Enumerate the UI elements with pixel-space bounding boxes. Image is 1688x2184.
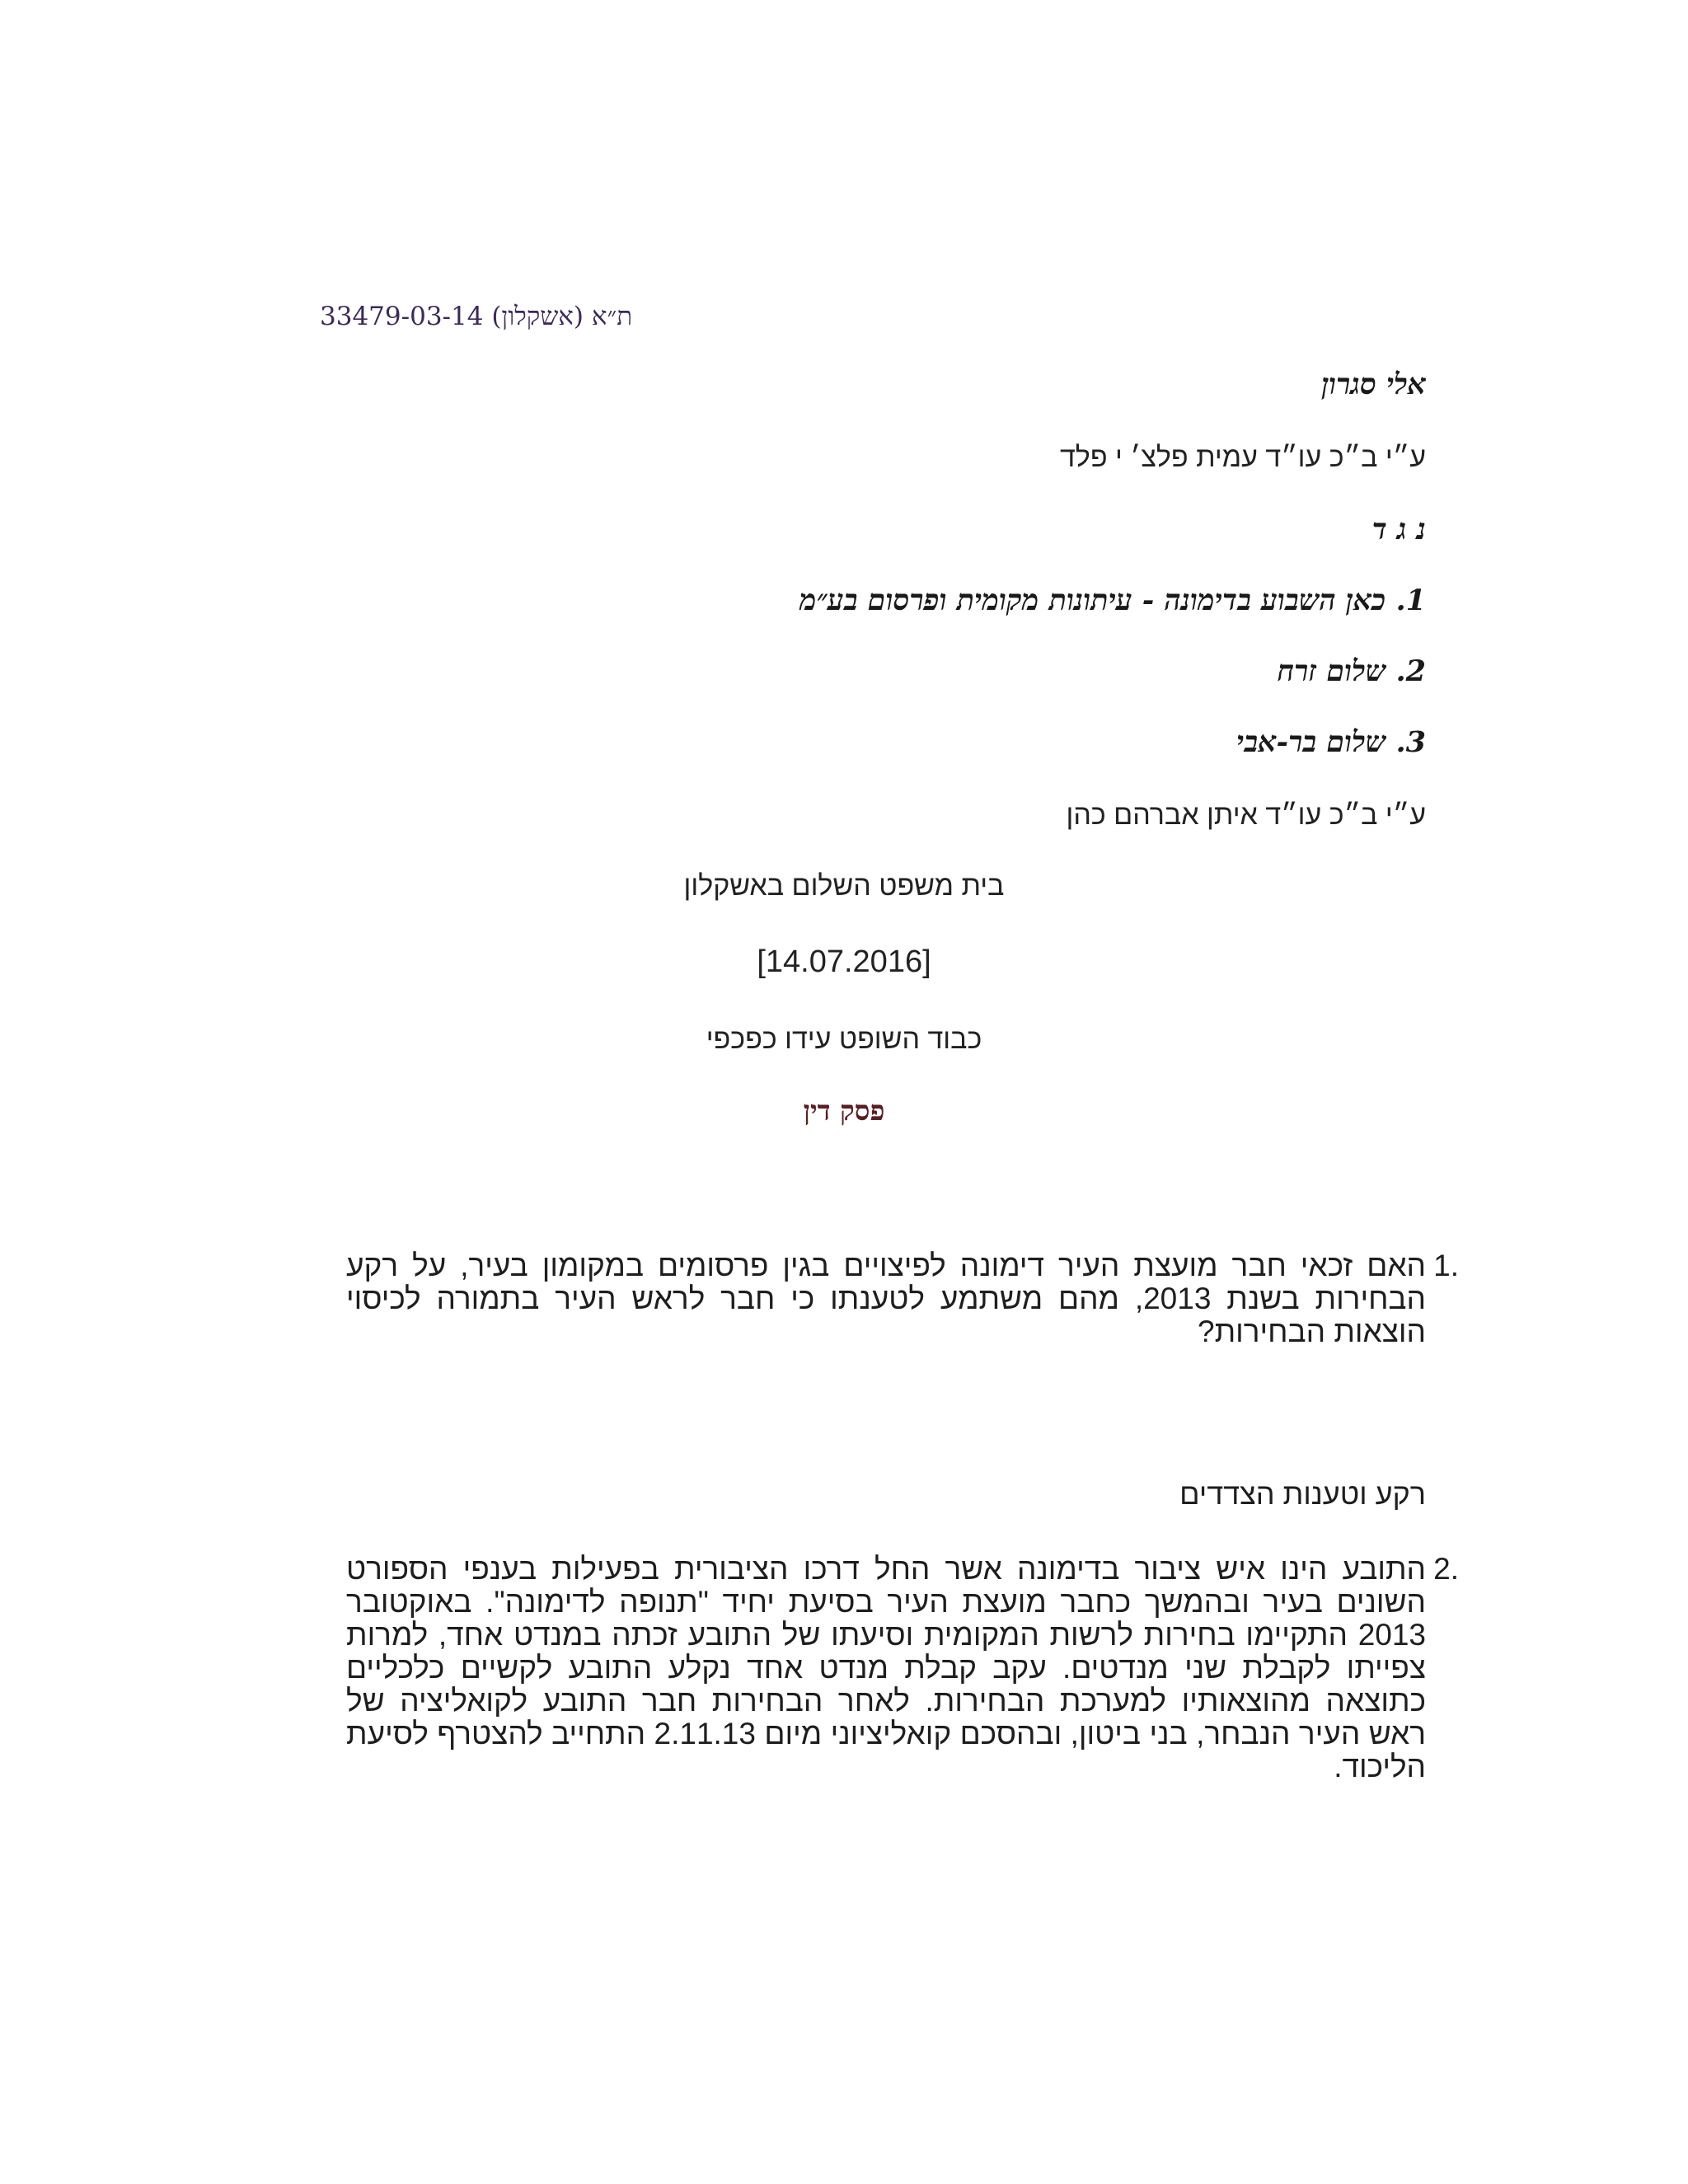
plaintiff-counsel: ע״י ב״כ עו״ד עמית פלצ׳ י פלד [1059, 442, 1426, 473]
paragraph-1 [346, 1249, 1459, 1348]
court-name: בית משפט השלום באשקלון [683, 870, 1005, 902]
versus-label: נ ג ד [1372, 513, 1426, 546]
defendant-1: 1. כאן השבוע בדימונה - עיתונות מקומית ופרסום בע״מ [799, 583, 1426, 617]
section-heading: רקע וטענות הצדדים [1179, 1477, 1426, 1511]
plaintiff-name: אלי סגרון [1321, 368, 1426, 401]
paragraph-1-text: האם זכאי חבר מועצת העיר דימונה לפיצויים בגין פרסומים במקומון בעיר, על רקע הבחירות בשנת 2013, מהם משתמע לטענתו כי חבר לראש העיר בתמורה לכיסוי הוצאות הבחירות? [346, 1249, 1426, 1348]
paragraph-2 [346, 1552, 1459, 1783]
case-number: ת״א (אשקלון) 33479-03-14 [320, 302, 633, 331]
defendant-3: 3. שלום בר-אבי [1236, 725, 1426, 759]
paragraph-2-number: 2. [1433, 1552, 1459, 1586]
paragraph-1-number: 1. [1433, 1249, 1459, 1282]
paragraph-2-text: התובע הינו איש ציבור בדימונה אשר החל דרכו הציבורית בפעילות בענפי הספורט השונים בעיר ובהמשך כחבר מועצת העיר בסיעת יחיד "תנופה לדימונה". באוקטובר 2013 התקיימו בחירות לרשות המקומית וסיעתו של התובע זכתה במנדט אחד, למרות צפייתו לקבלת שני מנדטים. עקב קבלת מנדט אחד נקלע התובע לקשיים כלכליים כתוצאה מהוצאותיו למערכת הבחירות. לאחר הבחירות חבר התובע לקואליציה של ראש העיר הנבחר, בני ביטון, ובהסכם קואליציוני מיום 2.11.13 התחייב להצטרף לסיעת הליכוד. [346, 1552, 1427, 1783]
defendant-2: 2. שלום זרח [1277, 654, 1426, 688]
judge-name: כבוד השופט עידו כפכפי [706, 1024, 982, 1055]
verdict-date: [14.07.2016] [757, 944, 931, 979]
verdict-title: פסק דין [803, 1094, 885, 1127]
defendants-counsel: ע״י ב״כ עו״ד איתן אברהם כהן [1066, 799, 1426, 831]
